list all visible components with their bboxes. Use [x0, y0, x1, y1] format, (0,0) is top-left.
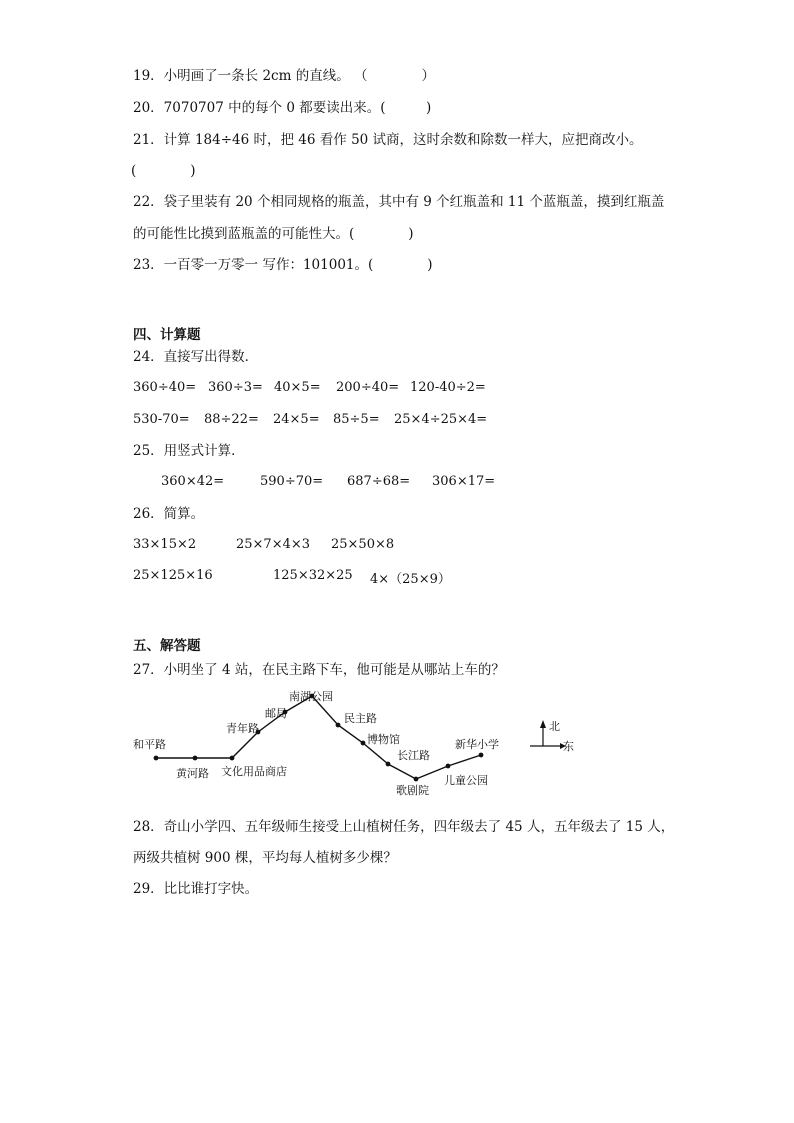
- station-label: 青年路: [226, 722, 259, 735]
- station-label: 南湖公园: [289, 690, 333, 703]
- calc-item: 200÷40=: [336, 380, 400, 395]
- question-22: 22．袋子里装有 20 个相同规格的瓶盖，其中有 9 个红瓶盖和 11 个蓝瓶盖，摸到红瓶盖: [133, 194, 665, 210]
- calc-item: 88÷22=: [204, 412, 259, 427]
- station-label: 博物馆: [367, 733, 400, 746]
- question-28: 28．奇山小学四、五年级师生接受上山植树任务，四年级去了 45 人，五年级去了 15 人，: [133, 819, 675, 835]
- calc-item: 85÷5=: [333, 412, 380, 427]
- question-21-answer: ( ): [131, 163, 196, 179]
- question-26: 26．简算。: [133, 506, 205, 522]
- question-27: 27．小明坐了 4 站，在民主路下车，他可能是从哪站上车的？: [133, 662, 505, 678]
- station-label: 邮局: [265, 707, 287, 720]
- station-label: 长江路: [397, 749, 430, 762]
- calc-item: 306×17=: [432, 474, 496, 489]
- question-25: 25．用竖式计算．: [133, 443, 245, 459]
- question-23: 23．一百零一万零一 写作：101001。( ): [133, 257, 433, 273]
- question-29: 29．比比谁打字快。: [133, 881, 259, 897]
- calc-item: 360×42=: [161, 474, 225, 489]
- compass-east: 东: [563, 740, 574, 753]
- question-24: 24．直接写出得数．: [133, 349, 259, 365]
- calc-item: 120-40÷2=: [410, 380, 486, 395]
- calc-item: 4×（25×9）: [370, 572, 451, 587]
- question-19: 19．小明画了一条长 2cm 的直线。 （ ）: [133, 68, 436, 84]
- calc-item: 25×7×4×3: [236, 537, 311, 552]
- section-4-title: 四、计算题: [133, 327, 201, 343]
- calc-item: 25×50×8: [331, 537, 395, 552]
- calc-item: 33×15×2: [133, 537, 197, 552]
- compass-icon: [530, 720, 574, 753]
- question-22-cont: 的可能性比摸到蓝瓶盖的可能性大。( ): [133, 226, 414, 242]
- calc-item: 590÷70=: [260, 474, 324, 489]
- question-28-cont: 两级共植树 900 棵，平均每人植树多少棵？: [133, 850, 397, 866]
- station-label: 民主路: [344, 712, 377, 725]
- calc-item: 24×5=: [273, 412, 320, 427]
- station-label: 儿童公园: [444, 774, 488, 787]
- route-map: [0, 686, 794, 806]
- calc-item: 360÷3=: [208, 380, 263, 395]
- calc-item: 360÷40=: [133, 380, 197, 395]
- calc-item: 687÷68=: [347, 474, 411, 489]
- question-21: 21．计算 184÷46 时，把 46 看作 50 试商，这时余数和除数一样大，应把商改小。: [133, 132, 643, 148]
- question-20: 20．7070707 中的每个 0 都要读出来。( ): [133, 100, 432, 116]
- station-label: 黄河路: [176, 767, 209, 780]
- station-label: 新华小学: [455, 738, 499, 751]
- station-label: 歌剧院: [396, 784, 429, 797]
- station-label: 文化用品商店: [221, 765, 287, 778]
- section-5-title: 五、解答题: [133, 638, 201, 654]
- calc-item: 125×32×25: [273, 568, 353, 583]
- calc-item: 530-70=: [133, 412, 190, 427]
- calc-item: 25×125×16: [133, 568, 213, 583]
- compass-north: 北: [549, 720, 560, 733]
- station-label: 和平路: [133, 738, 166, 751]
- calc-item: 40×5=: [274, 380, 321, 395]
- calc-item: 25×4÷25×4=: [394, 412, 488, 427]
